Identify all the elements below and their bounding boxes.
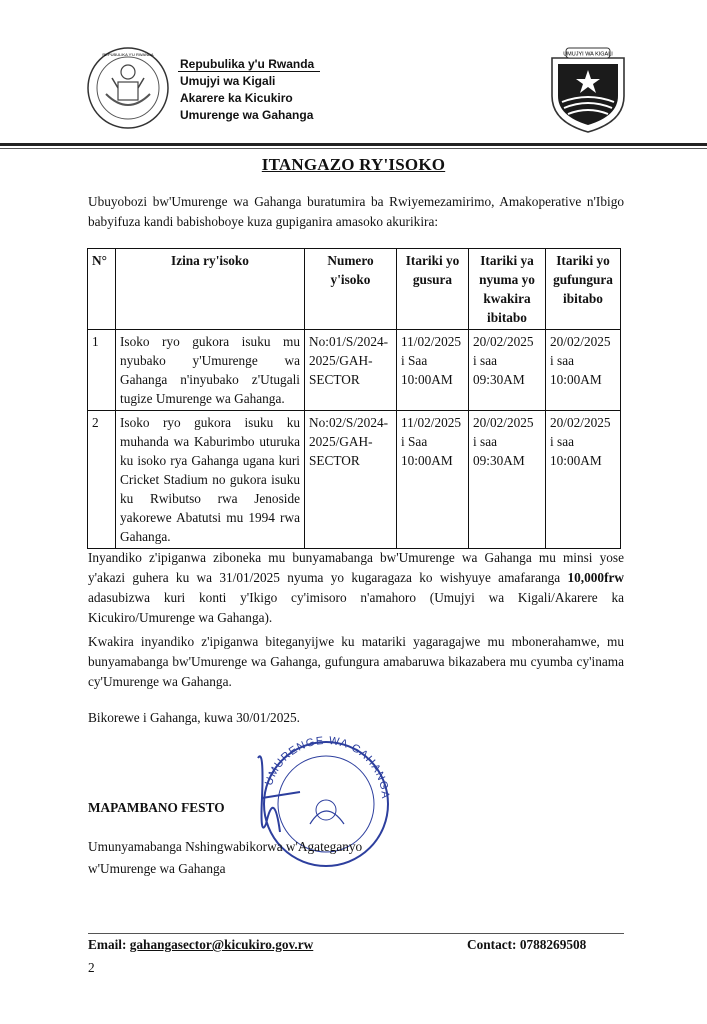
kigali-city-emblem-icon	[540, 40, 636, 136]
table-row	[88, 330, 621, 411]
documents-paragraph	[88, 548, 624, 628]
row-name: Isoko ryo gukora isuku ku muhanda wa Kaburimbo uturuka ku isoko rya Gahanga ugana kuri Cricket Stadium no gukora isuku ku Rwibutso rwa Jenoside yakorewe Abatutsi mu 1994 rwa Gahanga.	[116, 411, 305, 549]
footer-rule	[88, 933, 624, 934]
row-deadline	[469, 411, 546, 549]
signatory-role-line-2: w'Umurenge wa Gahanga	[88, 861, 226, 876]
row-deadline	[469, 330, 546, 411]
stamp-text: UMURENGE WA GAHANGA	[263, 734, 392, 800]
deadline-date: 20/02/2025	[473, 415, 534, 430]
opening-time: i saa 10:00AM	[550, 353, 602, 387]
row-number: No:01/S/2024-2025/GAH-SECTOR	[305, 330, 397, 411]
deadline-time: i saa 09:30AM	[473, 353, 525, 387]
row-number: No:02/S/2024-2025/GAH-SECTOR	[305, 411, 397, 549]
row-no: 1	[88, 330, 116, 411]
right-emblem-text: UMUJYI WA KIGALI	[563, 51, 613, 58]
place-date: Bikorewe i Gahanga, kuwa 30/01/2025.	[88, 710, 300, 725]
documents-text-2: adasubizwa kuri konti y'Ikigo cy'imisoro n'amahoro (Umujyi wa Kigali/Akarere ka Kicukiro/Umurenge wa Gahanga).	[88, 590, 624, 625]
footer-email	[88, 937, 313, 953]
deadline-time: i saa 09:30AM	[473, 434, 525, 468]
header-rule-thin	[0, 148, 707, 149]
header-line-1: Repubulika y'u Rwanda	[180, 57, 315, 71]
table-row	[88, 411, 621, 549]
email-label: Email:	[88, 937, 127, 952]
row-visit	[397, 330, 469, 411]
email-link[interactable]: gahangasector@kicukiro.gov.rw	[129, 937, 314, 952]
signatory-name: MAPAMBANO FESTO	[88, 800, 225, 815]
opening-date: 20/02/2025	[550, 334, 611, 349]
contact-number: 0788269508	[519, 937, 587, 952]
visit-date: 11/02/2025	[401, 334, 462, 349]
page-title: ITANGAZO RY'ISOKO	[261, 155, 446, 174]
tender-table	[87, 248, 621, 549]
submission-paragraph: Kwakira inyandiko z'ipiganwa biteganyijwe ku matariki yagaragajwe mu mbonerahamwe, mu bunyamabanga bw'Umurenge wa Gahanga, gufungura amabaruwa bikazabera mu cyumba cy'inama cy'Umurenge wa Gahanga.	[88, 634, 624, 689]
signatory-role	[88, 836, 408, 880]
row-opening	[546, 411, 621, 549]
col-header-visit: Itariki yo gusura	[397, 249, 469, 330]
header-line-2: Umujyi wa Kigali	[180, 74, 276, 88]
footer-contact	[467, 937, 586, 953]
col-header-opening: Itariki yo gufungura ibitabo	[546, 249, 621, 330]
documents-text-1: Inyandiko z'ipiganwa ziboneka mu bunyamabanga bw'Umurenge wa Gahanga mu minsi yose y'akazi guhera ku wa 31/01/2025 nyuma yo kugaragaza ko wishyuye amafaranga	[88, 550, 624, 585]
page-number: 2	[88, 960, 95, 975]
visit-date: 11/02/2025	[401, 415, 462, 430]
col-header-deadline: Itariki ya nyuma yo kwakira ibitabo	[469, 249, 546, 330]
opening-time: i saa 10:00AM	[550, 434, 602, 468]
intro-paragraph: Ubuyobozi bw'Umurenge wa Gahanga buratumira ba Rwiyemezamirimo, Amakoperative n'Ibigo babyifuza kandi babishoboye kuza gupiganira amasoko akurikira:	[88, 194, 624, 229]
col-header-number: Numero y'isoko	[305, 249, 397, 330]
deadline-date: 20/02/2025	[473, 334, 534, 349]
col-header-name: Izina ry'isoko	[116, 249, 305, 330]
header-rule	[0, 143, 707, 146]
opening-date: 20/02/2025	[550, 415, 611, 430]
contact-label: Contact:	[467, 937, 517, 952]
row-visit	[397, 411, 469, 549]
col-header-no: N°	[88, 249, 116, 330]
left-emblem-text: REPUBULIKA Y'U RWANDA	[102, 52, 154, 57]
row-name: Isoko ryo gukora isuku mu nyubako y'Umurenge wa Gahanga n'inyubako z'Utugali tugize Umurenge wa Gahanga.	[116, 330, 305, 411]
visit-time: i Saa 10:00AM	[401, 353, 453, 387]
header-line-4: Umurenge wa Gahanga	[180, 108, 314, 122]
row-no: 2	[88, 411, 116, 549]
header-underline	[178, 71, 320, 72]
fee-amount: 10,000frw	[567, 570, 624, 585]
visit-time: i Saa 10:00AM	[401, 434, 453, 468]
header-address	[180, 56, 314, 124]
row-opening	[546, 330, 621, 411]
rwanda-coat-of-arms-icon	[84, 42, 172, 134]
signatory-role-line-1: Umunyamabanga Nshingwabikorwa w'Agateganyo	[88, 839, 363, 854]
header-line-3: Akarere ka Kicukiro	[180, 91, 293, 105]
